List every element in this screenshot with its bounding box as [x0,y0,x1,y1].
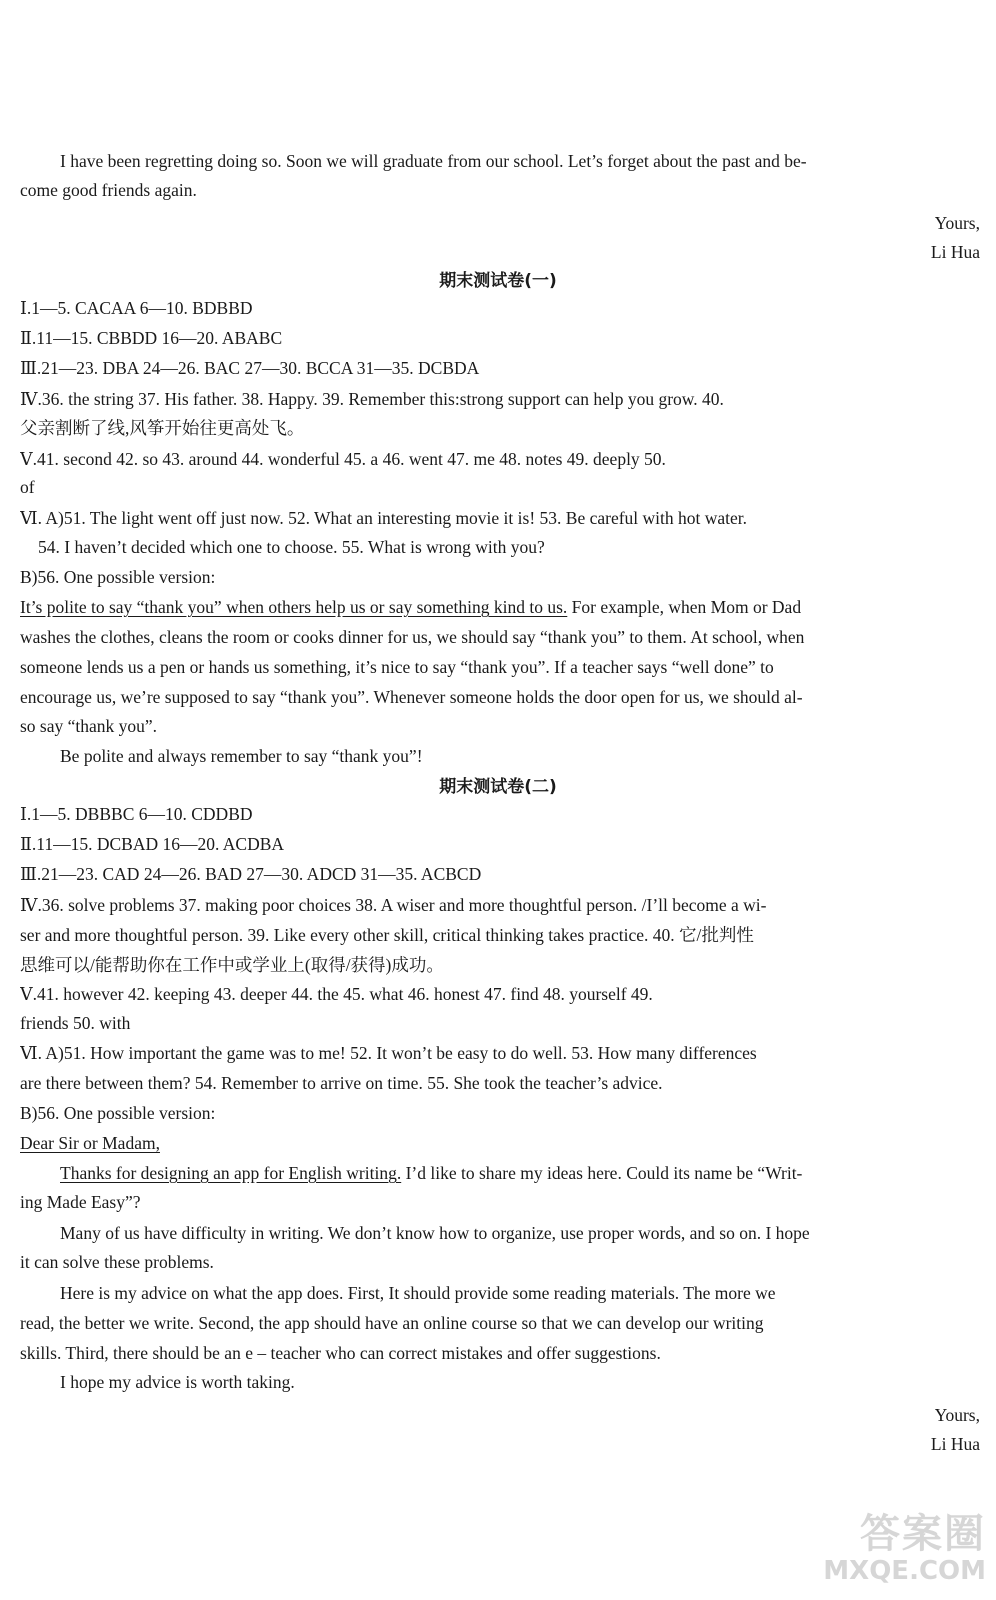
watermark-logo [816,1512,986,1592]
test1-section-4-line-2: 父亲割断了线,风筝开始往更高处飞。 [20,418,305,438]
test2-signature: Li Hua [930,1434,980,1454]
test2-opening-sentence: Thanks for designing an app for English writing. [60,1163,402,1183]
test2-salutation-wrap [20,1132,980,1154]
watermark-url: MXQE.COM [823,1556,986,1586]
test1-section-5-line-2: of [20,477,35,497]
test2-signature-wrap [931,1433,980,1455]
test2-closing: Yours, [934,1405,980,1425]
test1-writing-line-4: encourage us, we’re supposed to say “thank you”. Whenever someone holds the door open for us, we should al- [20,687,803,707]
test1-writing-label: B)56. One possible version: [20,567,216,587]
test1-writing-line-1 [20,596,980,618]
test1-section-6-line-2: 54. I haven’t decided which one to choose. 55. What is wrong with you? [38,537,545,557]
test2-paragraph-3-line-3: skills. Third, there should be an e – teacher who can correct mistakes and offer suggestions. [20,1343,661,1363]
test2-paragraph-3-line-1: Here is my advice on what the app does. First, It should provide some reading materials. The more we [60,1283,776,1303]
test1-section-1: Ⅰ.1—5. CACAA 6—10. BDBBD [20,298,253,318]
test2-section-4-line-1: Ⅳ.36. solve problems 37. making poor choices 38. A wiser and more thoughtful person. /I’ll become a wi- [20,895,767,915]
test1-writing-line-3: someone lends us a pen or hands us something, it’s nice to say “thank you”. If a teacher says “well done” to [20,657,774,677]
intro-closing: Yours, [934,213,980,233]
test1-writing-topic-sentence: It’s polite to say “thank you” when others help us or say something kind to us. [20,597,568,617]
test2-paragraph-4: I hope my advice is worth taking. [60,1372,295,1392]
test2-section-4-line-2: ser and more thoughtful person. 39. Like every other skill, critical thinking takes practice. 40. 它/批判性 [20,925,754,945]
test1-title: 期末测试卷(一) [439,271,557,291]
test1-writing-line-2: washes the clothes, cleans the room or cooks dinner for us, we should say “thank you” to them. At school, when [20,627,805,647]
test2-section-5-line-2: friends 50. with [20,1013,131,1033]
test1-section-2: Ⅱ.11—15. CBBDD 16—20. ABABC [20,328,283,348]
intro-line-2: come good friends again. [20,180,197,200]
test2-paragraph-2-line-1: Many of us have difficulty in writing. We don’t know how to organize, use proper words, and so on. I hope [60,1223,810,1243]
test2-section-6-line-1: Ⅵ. A)51. How important the game was to me! 52. It won’t be easy to do well. 53. How many differences [20,1043,757,1063]
test1-section-3: Ⅲ.21—23. DBA 24—26. BAC 27—30. BCCA 31—35. DCBDA [20,358,480,378]
test2-paragraph-1-line-2: ing Made Easy”? [20,1192,141,1212]
test2-paragraph-1-line-1 [60,1162,980,1184]
test1-writing-line-5: so say “thank you”. [20,716,158,736]
watermark-title: 答案圈 [860,1511,986,1557]
test2-section-2: Ⅱ.11—15. DCBAD 16—20. ACDBA [20,834,285,854]
test2-section-1: Ⅰ.1—5. DBBBC 6—10. CDDBD [20,804,253,824]
intro-signature: Li Hua [930,242,980,262]
test2-paragraph-2-line-2: it can solve these problems. [20,1252,214,1272]
test2-section-5-line-1: Ⅴ.41. however 42. keeping 43. deeper 44. the 45. what 46. honest 47. find 48. yourself 49. [20,984,653,1004]
test2-section-4-line-3: 思维可以/能帮助你在工作中或学业上(取得/获得)成功。 [20,955,444,975]
test2-paragraph-3-line-2: read, the better we write. Second, the app should have an online course so that we can develop our writing [20,1313,764,1333]
test1-section-6-line-1: Ⅵ. A)51. The light went off just now. 52. What an interesting movie it is! 53. Be careful with hot water. [20,508,748,528]
intro-signature-wrap [931,241,980,263]
test2-section-6-line-2: are there between them? 54. Remember to arrive on time. 55. She took the teacher’s advice. [20,1073,663,1093]
test1-section-4-line-1: Ⅳ.36. the string 37. His father. 38. Happy. 39. Remember this:strong support can help you grow. 40. [20,389,724,409]
test2-paragraph-1-rest: I’d like to share my ideas here. Could its name be “Writ- [401,1163,803,1183]
test1-writing-line-6: Be polite and always remember to say “thank you”! [60,746,423,766]
intro-line-1: I have been regretting doing so. Soon we will graduate from our school. Let’s forget about the past and be- [60,151,807,171]
test1-section-5-line-1: Ⅴ.41. second 42. so 43. around 44. wonderful 45. a 46. went 47. me 48. notes 49. deeply 50. [20,449,666,469]
test2-section-3: Ⅲ.21—23. CAD 24—26. BAD 27—30. ADCD 31—35. ACBCD [20,864,482,884]
test1-writing-line-1-rest: For example, when Mom or Dad [567,597,802,617]
test2-salutation: Dear Sir or Madam, [20,1133,160,1153]
test2-title: 期末测试卷(二) [439,777,557,797]
test2-writing-label: B)56. One possible version: [20,1103,216,1123]
